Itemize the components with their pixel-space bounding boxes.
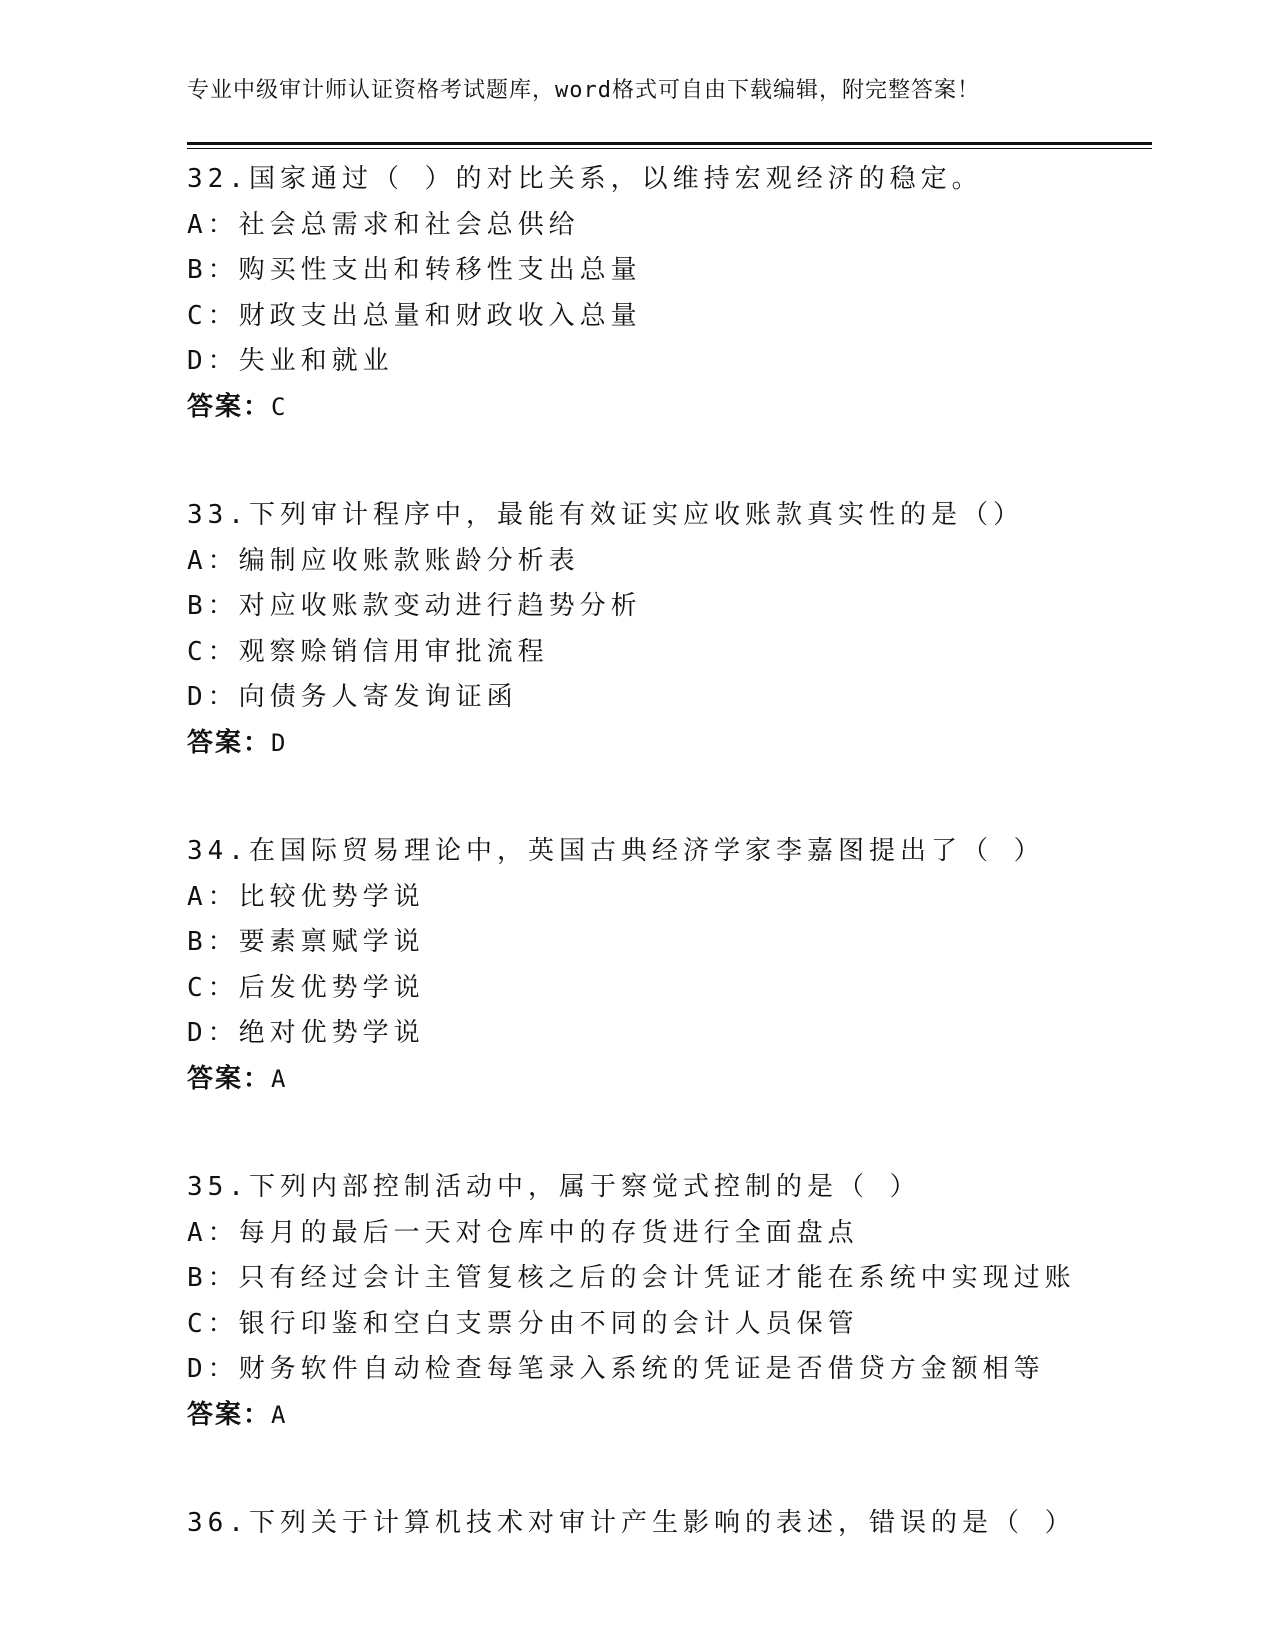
- option-d: D：失业和就业: [187, 346, 394, 376]
- option-b: B：对应收账款变动进行趋势分析: [187, 591, 642, 621]
- answer-label: 答案：: [187, 1063, 272, 1094]
- question-stem: 33.下列审计程序中，最能有效证实应收账款真实性的是（）: [187, 500, 1024, 530]
- question-32: [187, 157, 1152, 430]
- answer-value: A: [271, 1064, 286, 1093]
- option-a: A：编制应收账款账龄分析表: [187, 545, 580, 576]
- option-a: A：每月的最后一天对仓库中的存货进行全面盘点: [187, 1217, 859, 1248]
- page-header: 专业中级审计师认证资格考试题库，word格式可自由下载编辑，附完整答案！: [187, 78, 980, 103]
- answer-value: D: [271, 728, 286, 757]
- question-stem: 36.下列关于计算机技术对审计产生影响的表述，错误的是（ ）: [187, 1508, 1076, 1538]
- option-b: B：只有经过会计主管复核之后的会计凭证才能在系统中实现过账: [187, 1263, 1076, 1293]
- option-a: A：比较优势学说: [187, 881, 425, 912]
- answer-value: C: [271, 392, 286, 421]
- option-c: C：银行印鉴和空白支票分由不同的会计人员保管: [187, 1308, 859, 1339]
- option-c: C：观察赊销信用审批流程: [187, 636, 549, 667]
- question-33: [187, 493, 1152, 766]
- option-b: B：购买性支出和转移性支出总量: [187, 255, 642, 285]
- header-rule-thin: [187, 148, 1152, 149]
- answer-line: [187, 721, 1152, 767]
- answer-value: A: [271, 1400, 286, 1429]
- question-36: [187, 1501, 1152, 1547]
- option-c: C：财政支出总量和财政收入总量: [187, 300, 642, 331]
- option-d: D：向债务人寄发询证函: [187, 682, 518, 712]
- question-stem: 34.在国际贸易理论中，英国古典经济学家李嘉图提出了（ ）: [187, 836, 1045, 866]
- question-35: [187, 1165, 1152, 1438]
- answer-line: [187, 1393, 1152, 1439]
- option-b: B：要素禀赋学说: [187, 927, 425, 957]
- question-stem: 32.国家通过（ ）的对比关系，以维持宏观经济的稳定。: [187, 164, 983, 194]
- option-d: D：财务软件自动检查每笔录入系统的凭证是否借贷方金额相等: [187, 1354, 1045, 1384]
- question-stem: 35.下列内部控制活动中，属于察觉式控制的是（ ）: [187, 1172, 921, 1202]
- option-c: C：后发优势学说: [187, 972, 425, 1003]
- answer-label: 答案：: [187, 727, 272, 758]
- answer-line: [187, 385, 1152, 431]
- answer-label: 答案：: [187, 1399, 272, 1430]
- answer-line: [187, 1057, 1152, 1103]
- question-34: [187, 829, 1152, 1102]
- answer-label: 答案：: [187, 391, 272, 422]
- option-a: A：社会总需求和社会总供给: [187, 209, 580, 240]
- option-d: D：绝对优势学说: [187, 1018, 425, 1048]
- header-rule-thick: [187, 142, 1152, 145]
- question-list: [187, 157, 1152, 1610]
